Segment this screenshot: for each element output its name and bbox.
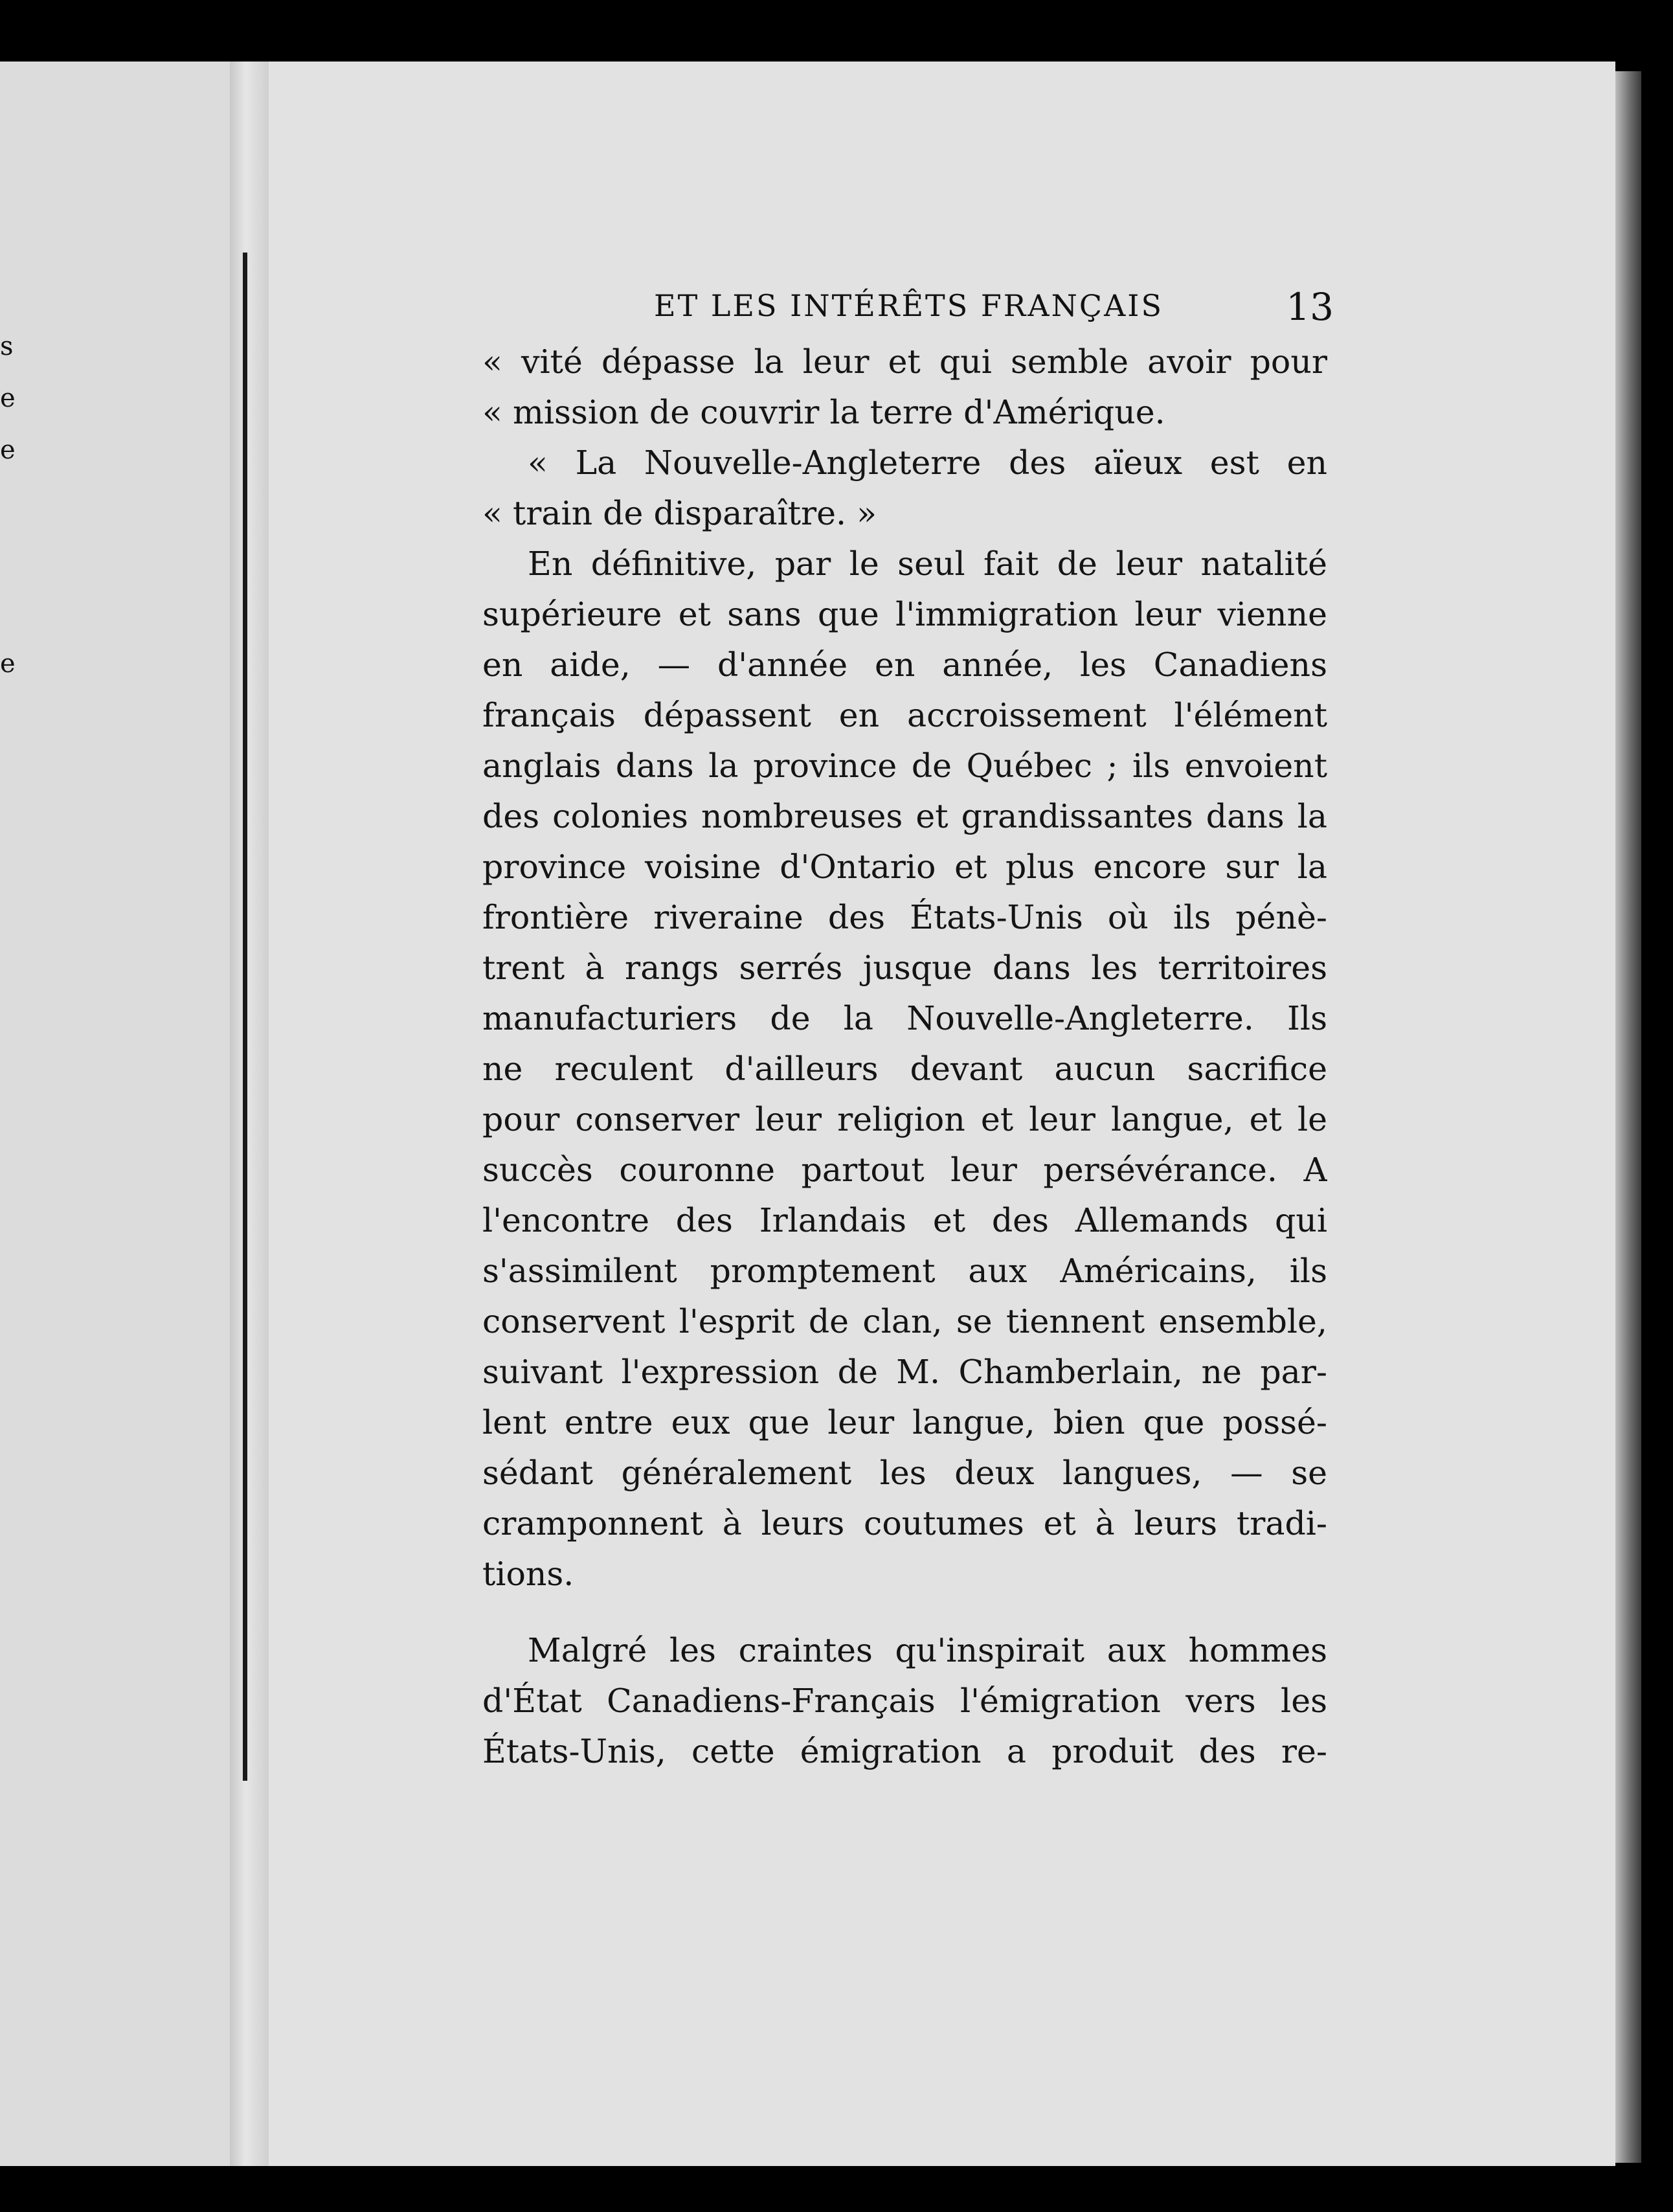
text-line: s'assimilent promptement aux Américains, ils [482, 1252, 1327, 1290]
text-line: « La Nouvelle-Angleterre des aïeux est en [528, 444, 1327, 482]
text-line: États-Unis, cette émigration a produit des re- [482, 1732, 1327, 1770]
text-line: trent à rangs serrés jusque dans les territoires [482, 949, 1327, 987]
text-line: conservent l'esprit de clan, se tiennent ensemble, [482, 1302, 1327, 1340]
text-line: supérieure et sans que l'immigration leur vienne [482, 595, 1327, 633]
text-line: suivant l'expression de M. Chamberlain, ne par- [482, 1353, 1327, 1391]
text-line: d'État Canadiens-Français l'émigration vers les [482, 1682, 1327, 1720]
text-line: manufacturiers de la Nouvelle-Angleterre. Ils [482, 999, 1327, 1037]
book-gutter [230, 62, 269, 2166]
text-line: cramponnent à leurs coutumes et à leurs tradi- [482, 1504, 1327, 1542]
text-line: anglais dans la province de Québec ; ils envoient [482, 747, 1327, 785]
paragraph-gap [482, 1599, 1327, 1625]
text-line: « mission de couvrir la terre d'Amérique. [482, 393, 1165, 431]
text-line: tions. [482, 1555, 574, 1593]
spine-shadow [243, 253, 247, 1781]
left-fragment-4: e [0, 649, 16, 679]
left-fragment-3: e [0, 435, 16, 465]
text-line: En définitive, par le seul fait de leur natalité [528, 545, 1327, 583]
text-line: en aide, — d'année en année, les Canadiens [482, 646, 1327, 684]
left-fragment-2: e [0, 383, 16, 413]
text-line: succès couronne partout leur persévérance. A [482, 1151, 1327, 1189]
text-line: lent entre eux que leur langue, bien que possé- [482, 1403, 1327, 1441]
text-line: des colonies nombreuses et grandissantes dans la [482, 797, 1327, 835]
text-line: frontière riveraine des États-Unis où ils pénè- [482, 898, 1327, 936]
left-page-text-fragments [0, 332, 16, 679]
body-text [482, 337, 1327, 1777]
running-title: ET LES INTÉRÊTS FRANÇAIS [654, 288, 1163, 323]
text-line: province voisine d'Ontario et plus encore sur la [482, 848, 1327, 886]
text-line: Malgré les craintes qu'inspirait aux hommes [528, 1631, 1327, 1669]
page-header [654, 282, 1334, 333]
text-line: ne reculent d'ailleurs devant aucun sacrifice [482, 1050, 1327, 1088]
page-number: 13 [1286, 285, 1334, 329]
left-fragment-1: s [0, 332, 14, 361]
text-line: l'encontre des Irlandais et des Allemands qui [482, 1201, 1327, 1239]
left-page-fragment [0, 62, 230, 2166]
text-line: sédant généralement les deux langues, — se [482, 1454, 1327, 1492]
page-edge-shadow [1615, 71, 1641, 2163]
text-line: « train de disparaître. » [482, 494, 877, 532]
text-line: « vité dépasse la leur et qui semble avoir pour [482, 343, 1327, 381]
text-line: pour conserver leur religion et leur langue, et le [482, 1100, 1327, 1138]
text-line: français dépassent en accroissement l'élément [482, 696, 1327, 734]
